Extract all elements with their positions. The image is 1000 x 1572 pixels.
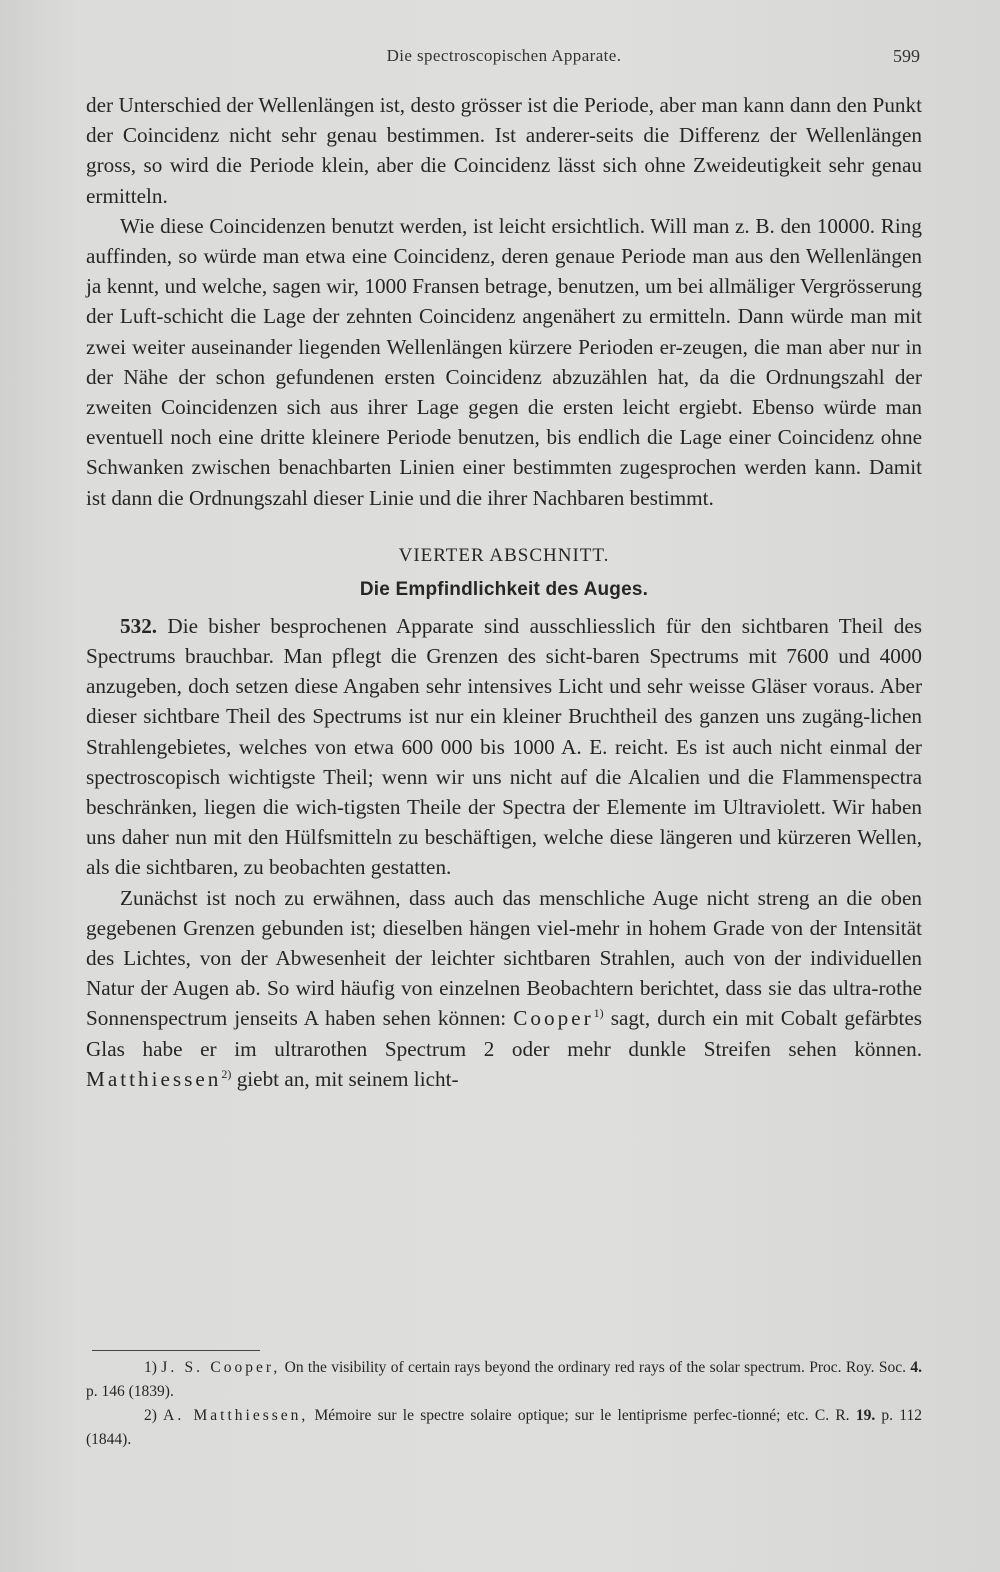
footnote-1-mark: 1) xyxy=(144,1359,157,1376)
paragraph-coincidences: Wie diese Coincidenzen benutzt werden, ist leicht ersichtlich. Will man z. B. den 10000. Ring auffinden, so würde man etwa eine Coincidenz, deren genaue Periode man aus den Wellenlängen ja kennt, und welche, sagen wir, 1000 Fransen betrage, benutzen, um bei allmäliger Vergrösserung der Luft-schicht die Lage der zehnten Coincidenz angenähert zu ermitteln. Dann würde man mit zwei weiter auseinander liegenden Wellenlängen kürzere Perioden er-zeugen, die man aber nur in der Nähe der schon gefundenen ersten Coincidenz abzuzählen hat, da die Ordnungszahl der zweiten Coincidenzen sich aus ihrer Lage gegen die ersten leicht ergiebt. Ebenso würde man eventuell noch eine dritte kleinere Periode benutzen, bis endlich die Lage einer Coincidenz ohne Schwanken zwischen benachbarten Linien einer bestimmten zugesprochen werden kann. Damit ist dann die Ordnungszahl dieser Linie und die ihrer Nachbaren bestimmt. xyxy=(86,213,922,510)
main-text xyxy=(86,90,922,1094)
footnote-1-text: On the visibility of certain rays beyond the ordinary red rays of the solar spectrum. Proc. Roy. Soc. xyxy=(280,1359,911,1376)
author-cooper: Cooper xyxy=(513,1006,594,1031)
paragraph-eye-limits xyxy=(86,883,922,1094)
paragraph-532 xyxy=(86,611,922,883)
author-matthiessen: Matthiessen xyxy=(86,1066,222,1091)
paragraph-text-b: sagt, durch ein mit Cobalt gefärbtes Glas habe er im ultrarothen Spectrum 2 oder mehr dunkle Streifen sehen können. xyxy=(86,1006,922,1061)
footnote-1-volume: 4. xyxy=(910,1359,923,1376)
paragraph-text-c: giebt an, mit seinem licht- xyxy=(231,1066,459,1091)
footnote-1-page: p. 146 (1839). xyxy=(86,1383,174,1400)
footnotes xyxy=(86,1356,922,1452)
footnote-1 xyxy=(86,1356,922,1404)
running-title: Die spectroscopischen Apparate. xyxy=(386,46,622,65)
footnote-2-text: Mémoire sur le spectre solaire optique; sur le lentiprisme perfec-tionné; etc. C. R. xyxy=(308,1407,856,1424)
paragraph-532-text: Die bisher besprochenen Apparate sind ausschliesslich für den sichtbaren Theil des Spectrums brauchbar. Man pflegt die Grenzen des sicht-baren Spectrums mit 7600 und 4000 anzugeben, doch setzen diese Angaben sehr intensives Licht und sehr weisse Gläser voraus. Aber dieser sichtbare Theil des Spectrums ist nur ein kleiner Bruchtheil des ganzen uns zugäng-lichen Strahlengebietes, welches von etwa 600 000 bis 1000 A. E. reicht. Es ist auch nicht einmal der spectroscopisch wichtigste Theil; wenn wir uns nicht auf die Alcalien und die Flammenspectra beschränken, liegen die wich-tigsten Theile der Spectra der Elemente im Ultraviolett. Wir haben uns daher nun mit den Hülfsmitteln zu beschäftigen, welche diese längeren und kürzeren Wellen, als die sichtbaren, zu beobachten gestatten. xyxy=(86,613,922,880)
footnote-1-author: J. S. Cooper, xyxy=(161,1359,281,1376)
footnote-rule xyxy=(92,1350,260,1351)
page-number: 599 xyxy=(893,46,920,66)
footnote-2-mark: 2) xyxy=(144,1407,157,1424)
footnote-2 xyxy=(86,1404,922,1452)
footnote-ref-1: 1) xyxy=(593,1006,604,1021)
paragraph-continued: der Unterschied der Wellenlängen ist, desto grösser ist die Periode, aber man kann dann den Punkt der Coincidenz nicht sehr genau bestimmen. Ist anderer-seits die Differenz der Wellenlängen gross, so wird die Periode klein, aber die Coincidenz lässt sich ohne Zweideutigkeit sehr genau ermitteln. xyxy=(86,93,922,208)
page-header xyxy=(88,46,920,76)
section-heading: VIERTER ABSCHNITT. xyxy=(398,544,610,566)
paragraph-text-a: Zunächst ist noch zu erwähnen, dass auch das menschliche Auge nicht streng an die oben gegebenen Grenzen gebunden ist; dieselben hängen viel-mehr in hohem Grade von der Intensität des Lichtes, von der Abwesenheit der leichter sichtbaren Strahlen, auch von der individuellen Natur der Augen ab. So wird häufig von einzelnen Beobachtern berichtet, dass sie das ultra-rothe Sonnenspectrum jenseits A haben sehen können: xyxy=(86,885,922,1031)
footnote-2-author: A. Matthiessen, xyxy=(163,1407,309,1424)
footnote-2-page: p. 112 (1844). xyxy=(86,1407,922,1448)
paragraph-number: 532. xyxy=(120,613,158,638)
footnote-ref-2: 2) xyxy=(221,1066,232,1081)
section-subheading: Die Empfindlichkeit des Auges. xyxy=(359,578,649,600)
footnote-2-volume: 19. xyxy=(855,1407,876,1424)
